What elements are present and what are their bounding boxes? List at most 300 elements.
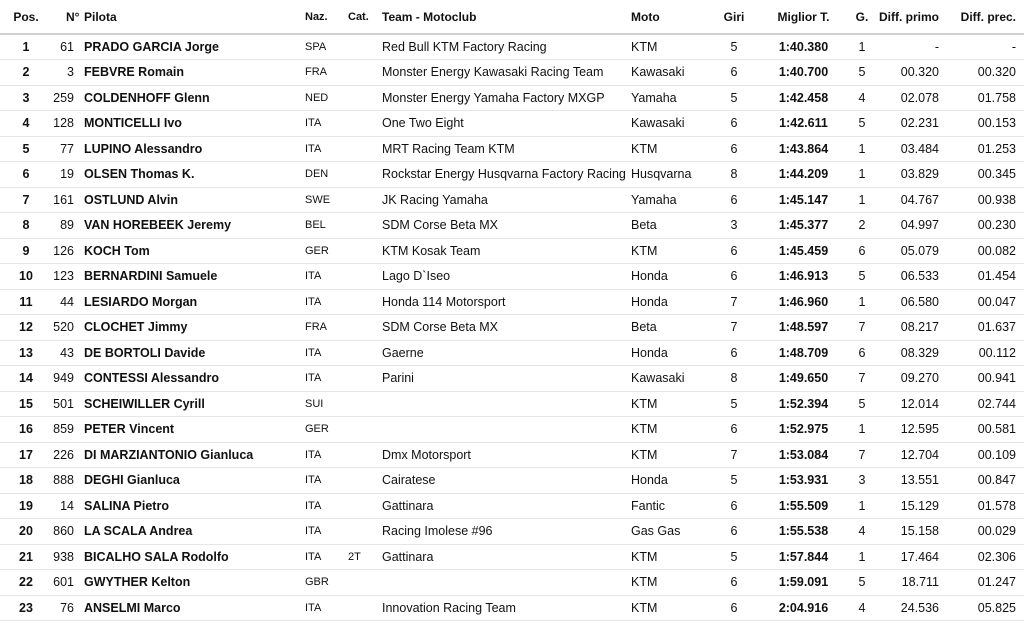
table-row	[0, 264, 1024, 290]
cell-best: 1:44.209	[778, 167, 829, 182]
cell-pilota: LA SCALA Andrea	[84, 524, 193, 539]
cell-team: Monster Energy Yamaha Factory MXGP	[382, 90, 605, 105]
cell-diff-primo: 05.079	[900, 243, 939, 258]
cell-giri: 6	[730, 422, 738, 437]
cell-pilota: VAN HOREBEEK Jeremy	[84, 218, 232, 233]
cell-cat	[348, 264, 382, 290]
cell-naz: ITA	[305, 601, 322, 614]
cell-naz: SPA	[305, 41, 327, 53]
cell-moto: KTM	[631, 141, 658, 156]
cell-naz: ITA	[305, 474, 322, 487]
cell-naz: SUI	[305, 397, 324, 410]
table-row	[0, 162, 1024, 188]
header-cat: Cat.	[348, 0, 382, 34]
cell-naz: SWE	[305, 193, 331, 206]
cell-pilota: OSTLUND Alvin	[84, 192, 178, 207]
cell-cat	[348, 417, 382, 443]
cell-giri: 6	[730, 600, 738, 615]
cell-naz: FRA	[305, 66, 327, 79]
cell-diff-primo: 04.767	[900, 192, 939, 207]
cell-pos: 22	[19, 575, 33, 590]
cell-num: 949	[53, 371, 74, 386]
cell-g: 7	[858, 371, 866, 386]
cell-num: 77	[60, 141, 74, 156]
table-row	[0, 111, 1024, 137]
cell-team: Dmx Motorsport	[382, 447, 471, 462]
cell-team: Monster Energy Kawasaki Racing Team	[382, 65, 604, 80]
cell-moto: Honda	[631, 269, 668, 284]
cell-diff-prec: 02.306	[977, 549, 1016, 564]
cell-pilota: FEBVRE Romain	[84, 65, 185, 80]
cell-best: 1:49.650	[778, 371, 829, 386]
cell-moto: KTM	[631, 422, 658, 437]
table-row	[0, 34, 1024, 60]
cell-pilota: PRADO GARCIA Jorge	[84, 40, 219, 54]
cell-pos: 15	[19, 396, 33, 411]
cell-pilota: SCHEIWILLER Cyrill	[84, 396, 205, 411]
cell-giri: 6	[730, 524, 738, 539]
cell-cat	[348, 468, 382, 494]
cell-best: 2:04.916	[778, 600, 829, 615]
cell-moto: Kawasaki	[631, 65, 685, 80]
cell-giri: 6	[730, 269, 738, 284]
cell-moto: Honda	[631, 473, 668, 488]
cell-pilota: ANSELMI Marco	[84, 600, 181, 615]
cell-num: 859	[53, 422, 74, 437]
cell-best: 1:40.380	[778, 40, 829, 54]
cell-moto: KTM	[631, 549, 658, 564]
cell-diff-primo: -	[934, 40, 939, 54]
header-naz: Naz.	[305, 0, 348, 34]
cell-cat	[348, 340, 382, 366]
cell-naz: ITA	[305, 295, 322, 308]
cell-diff-primo: 15.129	[900, 498, 939, 513]
cell-cat: 2T	[348, 550, 361, 563]
cell-pilota: DEGHI Gianluca	[84, 473, 180, 488]
cell-pilota: LUPINO Alessandro	[84, 141, 203, 156]
results-body	[0, 34, 1024, 621]
cell-naz: ITA	[305, 448, 322, 461]
cell-moto: Honda	[631, 345, 668, 360]
cell-num: 76	[60, 600, 74, 615]
cell-pos: 4	[22, 116, 30, 131]
cell-giri: 5	[730, 549, 738, 564]
cell-naz: ITA	[305, 550, 322, 563]
table-row	[0, 187, 1024, 213]
cell-diff-prec: 00.029	[977, 524, 1016, 539]
cell-giri: 8	[730, 167, 738, 182]
cell-moto: Beta	[631, 320, 657, 335]
header-moto: Moto	[631, 0, 707, 34]
cell-giri: 6	[730, 243, 738, 258]
cell-diff-prec: 02.744	[977, 396, 1016, 411]
cell-diff-prec: 00.047	[977, 294, 1016, 309]
table-row	[0, 238, 1024, 264]
cell-moto: KTM	[631, 575, 658, 590]
cell-diff-prec: 01.578	[977, 498, 1016, 513]
cell-team	[382, 570, 631, 596]
table-row	[0, 60, 1024, 86]
cell-g: 6	[858, 243, 866, 258]
cell-best: 1:48.709	[778, 345, 829, 360]
cell-diff-primo: 12.595	[900, 422, 939, 437]
cell-cat	[348, 289, 382, 315]
cell-diff-prec: 01.247	[977, 575, 1016, 590]
cell-g: 1	[858, 40, 866, 54]
cell-giri: 5	[730, 396, 738, 411]
cell-pilota: DI MARZIANTONIO Gianluca	[84, 447, 254, 462]
cell-best: 1:53.084	[778, 447, 829, 462]
cell-pos: 16	[19, 422, 33, 437]
cell-diff-primo: 08.329	[900, 345, 939, 360]
table-row	[0, 544, 1024, 570]
cell-pilota: LESIARDO Morgan	[84, 294, 198, 309]
cell-pos: 9	[22, 243, 30, 258]
cell-g: 4	[858, 600, 866, 615]
cell-diff-prec: 00.109	[977, 447, 1016, 462]
cell-pilota: GWYTHER Kelton	[84, 575, 191, 590]
cell-diff-prec: 00.938	[977, 192, 1016, 207]
cell-pos: 12	[19, 320, 33, 335]
cell-naz: GER	[305, 244, 329, 257]
table-row	[0, 493, 1024, 519]
cell-best: 1:52.975	[778, 422, 829, 437]
cell-giri: 6	[730, 65, 738, 80]
cell-pilota: BICALHO SALA Rodolfo	[84, 549, 229, 564]
cell-pos: 6	[22, 167, 30, 182]
cell-cat	[348, 187, 382, 213]
cell-giri: 5	[730, 473, 738, 488]
cell-diff-primo: 17.464	[900, 549, 939, 564]
cell-pos: 19	[19, 498, 33, 513]
cell-diff-primo: 06.533	[900, 269, 939, 284]
cell-num: 43	[60, 345, 74, 360]
cell-diff-prec: 01.637	[977, 320, 1016, 335]
cell-best: 1:45.377	[778, 218, 829, 233]
header-pilota: Pilota	[84, 0, 305, 34]
cell-cat	[348, 213, 382, 239]
cell-pilota: CONTESSI Alessandro	[84, 371, 219, 386]
cell-diff-prec: 00.941	[977, 371, 1016, 386]
cell-pos: 18	[19, 473, 33, 488]
cell-pos: 11	[19, 294, 33, 309]
cell-cat	[348, 85, 382, 111]
cell-num: 128	[53, 116, 74, 131]
cell-cat	[348, 60, 382, 86]
cell-num: 19	[60, 167, 74, 182]
cell-moto: Fantic	[631, 498, 666, 513]
cell-diff-prec: 00.847	[977, 473, 1016, 488]
cell-moto: Yamaha	[631, 192, 677, 207]
table-row	[0, 315, 1024, 341]
cell-giri: 7	[730, 447, 738, 462]
cell-diff-prec: -	[1011, 40, 1016, 54]
cell-pos: 13	[19, 345, 33, 360]
cell-cat	[348, 111, 382, 137]
cell-team	[382, 391, 631, 417]
cell-cat	[348, 570, 382, 596]
cell-g: 5	[858, 575, 866, 590]
cell-diff-primo: 06.580	[900, 294, 939, 309]
cell-moto: Kawasaki	[631, 371, 685, 386]
cell-team: Gattinara	[382, 549, 434, 564]
cell-cat	[348, 519, 382, 545]
cell-diff-primo: 02.078	[900, 90, 939, 105]
cell-num: 3	[67, 65, 74, 80]
table-row	[0, 442, 1024, 468]
cell-cat	[348, 34, 382, 60]
cell-team: MRT Racing Team KTM	[382, 141, 515, 156]
cell-naz: DEN	[305, 168, 329, 181]
cell-moto: KTM	[631, 243, 658, 258]
cell-best: 1:55.538	[778, 524, 829, 539]
cell-g: 6	[858, 345, 866, 360]
cell-num: 44	[60, 294, 74, 309]
cell-pos: 14	[19, 371, 33, 386]
cell-naz: GBR	[305, 576, 329, 589]
cell-naz: GER	[305, 423, 329, 436]
cell-best: 1:42.458	[778, 90, 829, 105]
cell-num: 501	[53, 396, 74, 411]
cell-pos: 5	[22, 141, 30, 156]
cell-g: 5	[858, 396, 866, 411]
cell-diff-primo: 08.217	[900, 320, 939, 335]
cell-team: SDM Corse Beta MX	[382, 218, 499, 233]
cell-g: 4	[858, 524, 866, 539]
header-pos: Pos.	[0, 0, 52, 34]
cell-team: Innovation Racing Team	[382, 600, 516, 615]
cell-team: One Two Eight	[382, 116, 464, 131]
cell-diff-prec: 00.112	[978, 345, 1016, 360]
header-team: Team - Motoclub	[382, 0, 631, 34]
cell-giri: 6	[730, 192, 738, 207]
cell-cat	[348, 391, 382, 417]
cell-cat	[348, 162, 382, 188]
table-row	[0, 85, 1024, 111]
cell-team: Honda 114 Motorsport	[382, 294, 506, 309]
cell-pos: 20	[19, 524, 33, 539]
cell-best: 1:53.931	[778, 473, 829, 488]
cell-diff-primo: 12.704	[900, 447, 939, 462]
cell-pos: 3	[22, 90, 30, 105]
cell-g: 5	[858, 65, 866, 80]
cell-pilota: DE BORTOLI Davide	[84, 345, 206, 360]
cell-best: 1:43.864	[778, 141, 829, 156]
cell-diff-prec: 05.825	[977, 600, 1016, 615]
cell-moto: KTM	[631, 447, 658, 462]
cell-pos: 21	[19, 549, 33, 564]
cell-diff-primo: 00.320	[900, 65, 939, 80]
cell-giri: 6	[730, 116, 738, 131]
cell-giri: 6	[730, 575, 738, 590]
cell-diff-prec: 01.454	[977, 269, 1016, 284]
header-g: G.	[846, 0, 878, 34]
cell-pos: 17	[19, 447, 33, 462]
cell-pos: 8	[22, 218, 30, 233]
cell-best: 1:57.844	[778, 549, 829, 564]
cell-best: 1:40.700	[778, 65, 829, 80]
cell-cat	[348, 595, 382, 621]
cell-team	[382, 417, 631, 443]
cell-best: 1:55.509	[778, 498, 829, 513]
cell-best: 1:46.960	[778, 294, 829, 309]
table-row	[0, 289, 1024, 315]
cell-naz: ITA	[305, 270, 322, 283]
cell-diff-prec: 00.320	[977, 65, 1016, 80]
table-row	[0, 366, 1024, 392]
cell-g: 5	[858, 269, 866, 284]
cell-cat	[348, 442, 382, 468]
cell-num: 89	[60, 218, 74, 233]
cell-pos: 7	[22, 192, 30, 207]
cell-cat	[348, 493, 382, 519]
cell-moto: Kawasaki	[631, 116, 685, 131]
cell-g: 1	[858, 422, 866, 437]
cell-team: Red Bull KTM Factory Racing	[382, 40, 547, 54]
cell-moto: KTM	[631, 600, 658, 615]
cell-diff-primo: 09.270	[900, 371, 939, 386]
cell-naz: ITA	[305, 372, 322, 385]
header-giri: Giri	[707, 0, 761, 34]
cell-moto: KTM	[631, 396, 658, 411]
cell-team: Cairatese	[382, 473, 436, 488]
cell-diff-primo: 12.014	[900, 396, 939, 411]
cell-num: 14	[60, 498, 74, 513]
cell-g: 1	[858, 167, 866, 182]
cell-diff-primo: 04.997	[900, 218, 939, 233]
cell-diff-prec: 00.581	[977, 422, 1016, 437]
cell-team: SDM Corse Beta MX	[382, 320, 499, 335]
cell-pilota: PETER Vincent	[84, 422, 175, 437]
cell-diff-prec: 00.153	[977, 116, 1016, 131]
cell-num: 259	[53, 90, 74, 105]
cell-naz: ITA	[305, 117, 322, 130]
cell-pilota: COLDENHOFF Glenn	[84, 90, 210, 105]
cell-pilota: MONTICELLI Ivo	[84, 116, 182, 131]
cell-moto: KTM	[631, 40, 658, 54]
cell-team: Gattinara	[382, 498, 434, 513]
table-row	[0, 340, 1024, 366]
cell-diff-primo: 03.829	[900, 167, 939, 182]
cell-g: 1	[858, 498, 866, 513]
cell-g: 1	[858, 294, 866, 309]
cell-g: 2	[858, 218, 866, 233]
cell-g: 5	[858, 116, 866, 131]
cell-naz: ITA	[305, 499, 322, 512]
cell-best: 1:46.913	[778, 269, 829, 284]
cell-g: 1	[858, 141, 866, 156]
cell-best: 1:42.611	[779, 116, 828, 131]
header-best: Miglior T.	[761, 0, 846, 34]
header-num: N°	[52, 0, 84, 34]
cell-moto: Husqvarna	[631, 167, 692, 182]
header-row	[0, 0, 1024, 34]
cell-moto: Gas Gas	[631, 524, 681, 539]
cell-giri: 8	[730, 371, 738, 386]
cell-moto: Beta	[631, 218, 657, 233]
cell-giri: 6	[730, 345, 738, 360]
cell-cat	[348, 136, 382, 162]
cell-best: 1:52.394	[778, 396, 829, 411]
cell-giri: 7	[730, 320, 738, 335]
cell-diff-primo: 18.711	[901, 575, 939, 590]
cell-diff-primo: 03.484	[900, 141, 939, 156]
table-row	[0, 519, 1024, 545]
cell-num: 126	[53, 243, 74, 258]
cell-num: 61	[60, 40, 74, 54]
cell-g: 1	[858, 549, 866, 564]
cell-num: 226	[53, 447, 74, 462]
cell-giri: 5	[730, 40, 738, 54]
cell-diff-primo: 15.158	[900, 524, 939, 539]
cell-diff-primo: 02.231	[900, 116, 939, 131]
table-row	[0, 391, 1024, 417]
table-row	[0, 468, 1024, 494]
cell-pilota: BERNARDINI Samuele	[84, 269, 218, 284]
cell-best: 1:59.091	[778, 575, 829, 590]
cell-num: 123	[53, 269, 74, 284]
header-diff-prec: Diff. prec.	[955, 0, 1024, 34]
cell-diff-prec: 00.230	[977, 218, 1016, 233]
cell-pilota: SALINA Pietro	[84, 498, 169, 513]
table-row	[0, 595, 1024, 621]
cell-naz: NED	[305, 91, 329, 104]
cell-team: Gaerne	[382, 345, 424, 360]
cell-moto: Honda	[631, 294, 668, 309]
cell-pilota: KOCH Tom	[84, 243, 150, 258]
cell-team: Parini	[382, 371, 414, 386]
cell-team: Lago D`Iseo	[382, 269, 451, 284]
cell-diff-primo: 13.551	[900, 473, 939, 488]
cell-g: 1	[858, 192, 866, 207]
cell-num: 860	[53, 524, 74, 539]
cell-team: Racing Imolese #96	[382, 524, 493, 539]
table-row	[0, 213, 1024, 239]
cell-pos: 10	[19, 269, 33, 284]
cell-best: 1:45.147	[778, 192, 829, 207]
cell-team: Rockstar Energy Husqvarna Factory Racing	[382, 167, 626, 182]
cell-cat	[348, 315, 382, 341]
cell-g: 7	[858, 447, 866, 462]
cell-cat	[348, 238, 382, 264]
cell-pos: 1	[22, 40, 30, 54]
cell-g: 7	[858, 320, 866, 335]
header-diff-primo: Diff. primo	[878, 0, 955, 34]
cell-naz: FRA	[305, 321, 327, 334]
cell-num: 161	[53, 192, 74, 207]
cell-g: 3	[858, 473, 866, 488]
cell-num: 938	[53, 549, 74, 564]
cell-diff-prec: 01.758	[977, 90, 1016, 105]
cell-diff-prec: 01.253	[977, 141, 1016, 156]
cell-best: 1:45.459	[778, 243, 829, 258]
cell-naz: ITA	[305, 346, 322, 359]
cell-num: 520	[53, 320, 74, 335]
cell-giri: 6	[730, 498, 738, 513]
table-row	[0, 136, 1024, 162]
cell-team: KTM Kosak Team	[382, 243, 481, 258]
cell-g: 4	[858, 90, 866, 105]
cell-naz: ITA	[305, 525, 322, 538]
cell-diff-prec: 00.082	[977, 243, 1016, 258]
cell-pilota: OLSEN Thomas K.	[84, 167, 195, 182]
cell-num: 888	[53, 473, 74, 488]
cell-cat	[348, 366, 382, 392]
cell-naz: ITA	[305, 142, 322, 155]
cell-moto: Yamaha	[631, 90, 677, 105]
cell-giri: 3	[730, 218, 738, 233]
cell-diff-prec: 00.345	[977, 167, 1016, 182]
